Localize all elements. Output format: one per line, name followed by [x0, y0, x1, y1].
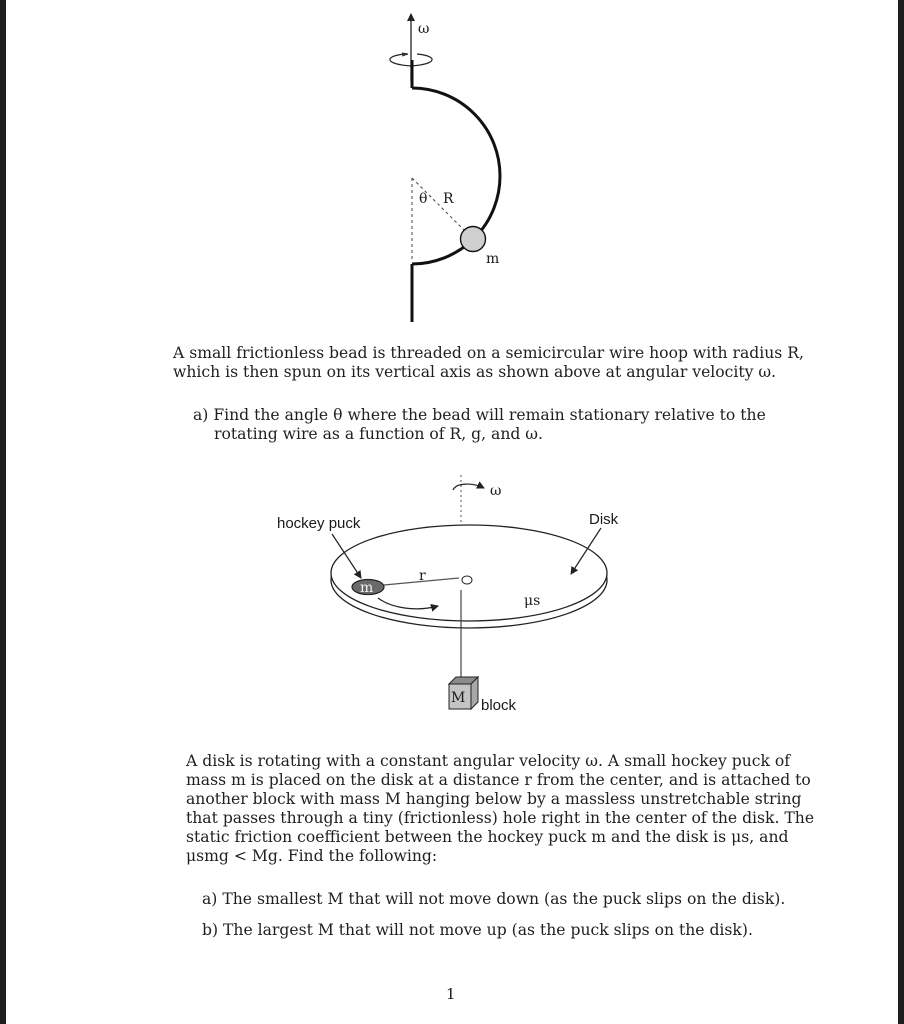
rotating-disk-figure	[277, 475, 619, 714]
puck-mass-label: m	[360, 580, 374, 596]
problem2-intro-line: A disk is rotating with a constant angular velocity ω. A small hockey puck of	[186, 752, 791, 770]
center-hole	[462, 576, 472, 584]
block-mass-label: M	[451, 690, 466, 706]
string-radius-label: r	[419, 568, 426, 584]
problem2-intro-line: static friction coefficient between the hockey puck m and the disk is μs, and	[186, 828, 789, 846]
problem2-intro-line: another block with mass M hanging below by a massless unstretchable string	[186, 790, 802, 808]
problem2-intro-line: μsmg < Mg. Find the following:	[186, 847, 438, 865]
radius-dashed	[412, 178, 471, 237]
problem1-intro-line: which is then spun on its vertical axis as shown above at angular velocity ω.	[173, 363, 777, 381]
problem2-intro-line: mass m is placed on the disk at a distance r from the center, and is attached to	[186, 771, 811, 789]
hockey-puck-label: hockey puck	[277, 515, 361, 532]
physics-diagrams	[6, 0, 898, 1024]
block-label: block	[481, 697, 517, 714]
problem2-part-b: b) The largest M that will not move up (as the puck slips on the disk).	[202, 921, 753, 939]
problem2-part-a: a) The smallest M that will not move down (as the puck slips on the disk).	[202, 890, 786, 908]
friction-label: μs	[524, 593, 541, 609]
mass-label: m	[486, 251, 500, 267]
problem1-part-a-line: a) Find the angle θ where the bead will remain stationary relative to the	[193, 406, 766, 424]
problem2-intro	[186, 752, 814, 866]
bead-hoop-figure	[390, 14, 500, 322]
semicircular-hoop	[412, 88, 500, 264]
problem2-intro-line: that passes through a tiny (frictionless) hole right in the center of the disk. The	[186, 809, 815, 827]
disk	[331, 525, 607, 621]
problem1-part-a-line: rotating wire as a function of R, g, and ω.	[214, 425, 543, 443]
disk-rotation-arrow	[453, 484, 484, 490]
theta-label: θ	[419, 191, 428, 207]
radius-label: R	[443, 191, 454, 207]
problem1-part-a	[193, 406, 766, 444]
problem1-intro	[173, 344, 804, 382]
bead	[461, 227, 486, 252]
problem1-intro-line: A small frictionless bead is threaded on a semicircular wire hoop with radius R,	[173, 344, 804, 362]
disk-label: Disk	[589, 511, 619, 528]
page-number: 1	[446, 985, 456, 1003]
omega-label: ω	[418, 21, 430, 37]
disk-omega-label: ω	[490, 483, 502, 499]
document-page	[6, 0, 898, 1024]
